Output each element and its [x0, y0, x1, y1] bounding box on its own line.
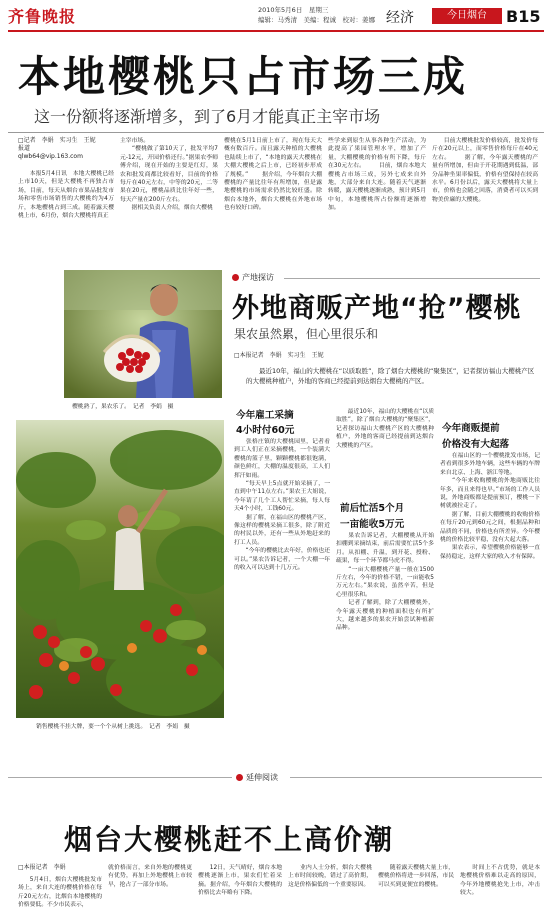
top-story-col5: 目前大樱桃批发价格较高，批发价每斤在20元以上，而零售价格每斤在40元左右。 据了解，今年露天樱桃的产量有所增加，但由于开花期遇到低温，部分品种坐果率偏低，价格有望保持在较高水平。6月份以后，露天大樱桃将大量上市，价格也会随之回落，消费者可以买到物美价廉的大樱桃。 [432, 138, 538, 203]
bottom-marker-label: 延伸阅读 [246, 773, 278, 782]
issue-date: 2010年5月6日 星期三 [258, 6, 329, 14]
feature-headline: 外地商贩产地“抢”樱桃 [232, 293, 522, 324]
feature-subhead2b: 一亩能收5万元 [340, 519, 405, 530]
photo2-caption: 销售樱桃不挂大牌，要一个个从树上挑选。 记者 李娟 摄 [36, 724, 190, 730]
section-name: 经济 [386, 10, 414, 26]
feature-col2-top: 最近10年，福山的大樱桃在“以质取胜”，除了烟台大樱桃的“聚集区”，记者探访福山大樱桃产区的大樱桃种植户，外地的客商已经提前到达烟台大樱桃的产区。 [336, 409, 434, 449]
marker-dot-icon [236, 774, 243, 781]
bottom-col4: 业内人士分析，烟台大樱桃上市时间较晚，错过了高价期，这是价格偏低的一个重要原因。 [288, 865, 372, 888]
top-story-byline [18, 137, 118, 161]
byline-line2: 报道 [18, 145, 31, 152]
editor-credits: 编辑：马秀清 美编：程诚 校对：姜娜 [258, 16, 375, 24]
byline-line1: □记者 李娟 实习生 王妮 [18, 137, 96, 144]
top-story-col4: 些学来到原生从事各种生产活动，为此提高了果园管理水平，增加了产量，大棚樱桃的价格有所下降，每斤在30元左右。 目前，烟台本地大樱桃占市场三成，另外七成来自外地，大部分来自大连。随着天气逐渐转暖，露天樱桃逐渐成熟，预计到5月中旬，本地樱桃所占份额将逐渐增加。 [328, 138, 426, 212]
feature-subhead1b: 4小时付60元 [236, 425, 295, 436]
bottom-headline: 烟台大樱桃赶不上高价潮 [64, 823, 395, 856]
bottom-col5: 随着露天樱桃大量上市，樱桃价格将进一步回落，市民可以买到更便宜的樱桃。 [378, 865, 454, 888]
feature-col1: 张格庄镇的大樱桃园里，记者看到工人们正在采摘樱桃，一个装满大樱桃的篮子里，颗颗樱桃都很饱满，颜色鲜红，大棚的温度很高，工人们挥汗如雨。 “每天早上5点就开始采摘了，一直到中午11点左右。”果农王大姐说，今年请了几个工人帮忙采摘，每人每天4个小时，工钱60元。 据了解，在福山区的樱桃产区，像这样的樱桃采摘工很多，除了附近的村民以外，还有一些从外地赶来的打工人员。 “今年的樱桃比去年好，价格也还可以。”果农告诉记者，一个大棚一年的收入可以达到十几万元。 [234, 439, 330, 572]
bottom-col3: 12日，天气晴好，烟台本地樱桃逐渐上市，果农们忙着采摘。据介绍，今年烟台大樱桃的价格比去年略有下降。 [198, 865, 282, 897]
feature-subhead3b: 价格没有大起落 [442, 439, 510, 450]
photo-cherry-farmer [64, 270, 222, 398]
photo-cherry-tree-image [16, 420, 224, 718]
feature-marker-rule [284, 278, 540, 279]
feature-byline: □本报记者 李娟 实习生 王妮 [234, 352, 324, 359]
bottom-col1: 5月4日，烟台大樱桃批发市场上，来自大连的樱桃价格在每斤20元左右，比烟台本地樱桃的价格要低。不少市民表示， [18, 877, 102, 909]
feature-lead: 最近10年，福山的大樱桃在“以质取胜”，除了烟台大樱桃的“聚集区”，记者探访福山大樱桃产区的大樱桃种植户，外地的客商已经提前到达烟台大樱桃的产区。 [246, 367, 535, 385]
photo-cherry-farmer-image [64, 270, 222, 398]
header-rule [8, 30, 544, 32]
bottom-col6: 时间上不占优势，就是本地樱桃价格难以走高的原因，今年外地樱桃抢先上市，冲击较大。 [460, 865, 540, 897]
photo1-caption: 樱桃熟了，果农乐了。 记者 李娟 摄 [72, 404, 174, 410]
feature-subhead2: 前后忙活5个月 [340, 503, 405, 514]
newspaper-name: 齐鲁晚报 [8, 7, 77, 26]
subhead-rule [8, 132, 544, 133]
main-subhead: 这一份额将逐渐增多，到了6月才能真正主宰市场 [34, 107, 381, 126]
bottom-marker-rule-left [8, 777, 232, 778]
feature-subhead: 果农虽然累，但心里很乐和 [234, 327, 379, 341]
marker-dot-icon [232, 274, 239, 281]
main-headline: 本地樱桃只占市场三成 [18, 52, 469, 101]
feature-marker [232, 272, 274, 283]
bottom-marker [236, 772, 278, 783]
section-bar: 今日烟台 [432, 8, 502, 24]
top-story-col1: 本报5月4日讯 本地大樱桃已经上市10天，但是大樱桃不再独占市场，目前，每天从烟台市果品批发市场和零售市场销售的大樱桃约为4万斤，本地樱桃占到三成。随着露天樱桃上市，6月份，烟台大樱桃将真正 [18, 171, 114, 220]
feature-col2: 果农告诉记者，大棚樱桃从开始扣棚到采摘结束，前后需要忙活5个多月。从扣棚、升温，到开花、授粉、疏果，每一个环节都马虎不得。 “一亩大棚樱桃产量一般在1500斤左右，今年的价格不错，一亩能收5万元左右。”果农说，虽然辛苦，但是心里很乐和。 记者了解到，除了大棚樱桃外，今年露天樱桃的种植面积也有所扩大，越来越多的果农开始尝试种植新品种。 [336, 533, 434, 632]
feature-marker-label: 产地探访 [242, 273, 274, 282]
bottom-col2: 就价格而言，来自外地的樱桃更有优势，再加上外地樱桃上市较早，抢占了一部分市场。 [108, 865, 192, 888]
top-story-col3: 樱桃在5月1日前上市了，现在每天大概有数百斤。而且露天种植的大樱桃也陆续上市了，“本地的露天大樱桃在大棚大樱桃之后上市，已经初步形成了规模。” 据介绍，今年烟台大棚樱桃的产量比往年有所增加，但是露地樱桃的市场需求仍然比较旺盛。除烟台本地外，烟台大樱桃在外地市场也有较好口碑。 [224, 138, 322, 212]
bottom-marker-rule-right [290, 777, 542, 778]
bottom-byline: □本报记者 李娟 [18, 864, 66, 871]
feature-subhead3: 今年商贩提前 [442, 423, 500, 434]
page-number: B15 [506, 7, 541, 26]
feature-subhead1: 今年雇工采摘 [236, 410, 294, 421]
top-story-col2: 主宰市场。 “樱桃做了第10天了，批发平均7元-12元，开园价格还行。”据果农李师傅介绍，现在开始的主要是红灯，果农和批发商都比较看好，目前的价格每斤在40元左右，中等的20元，二等果在20元，樱桃品质比往年好一些，每天产量在200斤左右。 据相关负责人介绍，烟台大樱桃 [120, 138, 218, 212]
byline-email: qlwb64@vip.163.com [18, 153, 83, 160]
feature-col3: 在福山区的一个樱桃批发市场，记者看到很多外地车辆，这些车辆的车牌来自北京、上海、浙江等地。 “今年来收购樱桃的外地商贩比往年多，而且来得也早。”市场的工作人员说，外地商贩都是提前预订，樱桃一下树就被拉走了。 据了解，目前大棚樱桃的收购价格在每斤20元到60元之间，根据品种和品质的不同，价格也有所差异。今年樱桃的价格比较平稳，没有大起大落。 果农表示，希望樱桃价格能够一直保持稳定，这样大家的收入才有保障。 [440, 453, 540, 560]
photo-cherry-tree [16, 420, 224, 718]
